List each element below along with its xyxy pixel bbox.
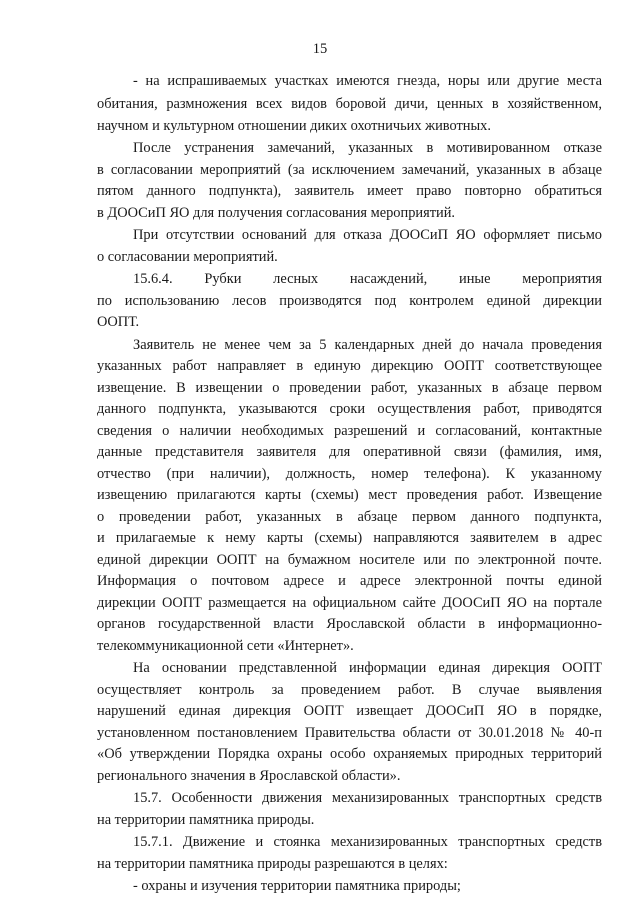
text-line: о согласовании мероприятий. <box>97 248 278 265</box>
text-line: извещению прилагаются карты (схемы) мест проведения работ. Извещение <box>97 487 602 504</box>
text-line: 15.7. Особенности движения механизированных транспортных средств <box>133 790 602 807</box>
text-line: установленном постановлением Правительства области от 30.01.2018 № 40-п <box>97 724 602 741</box>
text-line: телекоммуникационной сети «Интернет». <box>97 637 354 654</box>
page-number: 15 <box>312 41 328 57</box>
text-line: на территории памятника природы. <box>97 811 315 828</box>
text-line: Заявитель не менее чем за 5 календарных дней до начала проведения <box>133 336 602 353</box>
text-line: данного подпункта, указываются сроки осуществления работ, приводятся <box>97 401 602 418</box>
text-line: Информация о почтовом адресе и адресе электронной почты единой <box>97 573 602 590</box>
text-line: дирекции ООПТ размещается на официальном сайте ДООСиП ЯО на портале <box>97 594 602 611</box>
text-line: научном и культурном отношении диких охотничьих животных. <box>97 117 491 134</box>
text-line: отчество (при наличии), должность, номер телефона). К указанному <box>97 465 602 482</box>
text-line: и прилагаемые к нему карты (схемы) направляются заявителем в адрес <box>97 530 602 547</box>
text-line: органов государственной власти Ярославской области в информационно- <box>97 616 602 633</box>
text-line: единой дирекции ООПТ на бумажном носителе или по электронной почте. <box>97 551 602 568</box>
text-line: регионального значения в Ярославской области». <box>97 767 401 784</box>
text-line: сведения о наличии необходимых разрешений и согласований, контактные <box>97 422 602 439</box>
text-line: обитания, размножения всех видов боровой дичи, ценных в хозяйственном, <box>97 96 602 113</box>
text-line: При отсутствии оснований для отказа ДООСиП ЯО оформляет письмо <box>133 227 602 244</box>
text-line: - охраны и изучения территории памятника природы; <box>133 878 461 894</box>
text-line: 15.7.1. Движение и стоянка механизированных транспортных средств <box>133 834 602 851</box>
text-line: «Об утверждении Порядка охраны особо охраняемых природных территорий <box>97 746 602 763</box>
text-line: данные представителя заявителя для оперативной связи (фамилия, имя, <box>97 444 602 461</box>
text-line: На основании представленной информации единая дирекция ООПТ <box>133 660 602 677</box>
text-line: - на испрашиваемых участках имеются гнезда, норы или другие места <box>133 73 602 89</box>
text-line: пятом данного подпункта), заявитель имеет право повторно обратиться <box>97 183 602 200</box>
text-line: После устранения замечаний, указанных в мотивированном отказе <box>133 140 602 157</box>
text-line: извещение. В извещении о проведении работ, указанных в абзаце первом <box>97 379 602 396</box>
text-line: ООПТ. <box>97 314 140 331</box>
text-line: по использованию лесов производятся под контролем единой дирекции <box>97 292 602 309</box>
text-line: о проведении работ, указанных в абзаце первом данного подпункта, <box>97 508 602 525</box>
text-line: нарушений единая дирекция ООПТ извещает ДООСиП ЯО в порядке, <box>97 703 602 720</box>
text-line: 15.6.4. Рубки лесных насаждений, иные мероприятия <box>133 271 602 288</box>
text-line: в согласовании мероприятий (за исключением замечаний, указанных в абзаце <box>97 161 602 178</box>
text-line: на территории памятника природы разрешаются в целях: <box>97 855 448 872</box>
text-line: в ДООСиП ЯО для получения согласования мероприятий. <box>97 204 456 221</box>
text-line: указанных работ направляет в единую дирекцию ООПТ соответствующее <box>97 358 602 375</box>
text-line: осуществляет контроль за проведением работ. В случае выявления <box>97 681 602 698</box>
